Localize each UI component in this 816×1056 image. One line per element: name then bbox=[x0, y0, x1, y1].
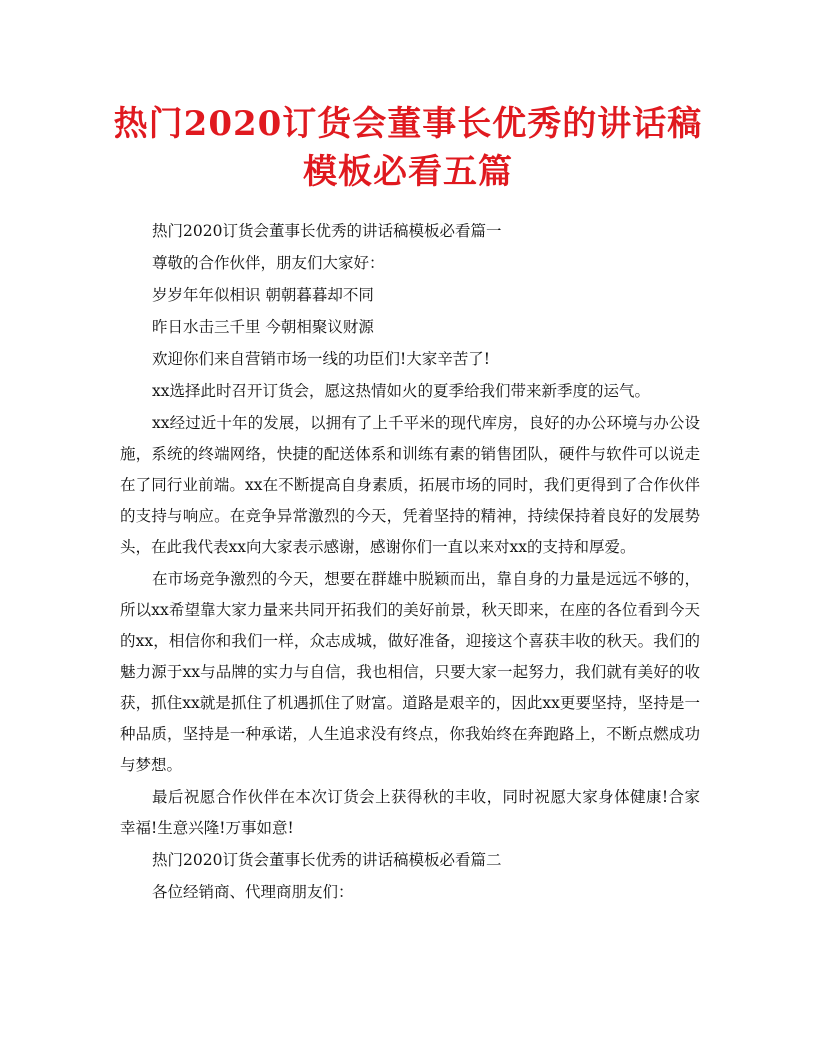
section-heading-1: 热门2020订货会董事长优秀的讲话稿模板必看篇一 bbox=[152, 222, 502, 240]
welcome-paragraph: 欢迎你们来自营销市场一线的功臣们!大家辛苦了! bbox=[152, 350, 490, 368]
closing-paragraph: 最后祝愿合作伙伴在本次订货会上获得秋的丰收，同时祝愿大家身体健康!合家幸福!生意兴隆!万事如意! bbox=[120, 788, 700, 837]
body-paragraph: 在市场竞争激烈的今天，想要在群雄中脱颖而出，靠自身的力量是远远不够的，所以xx希望靠大家力量来共同开拓我们的美好前景，秋天即来，在座的各位看到今天的xx，相信你和我们一样，众志成城，做好准备，迎接这个喜获丰收的秋天。我们的魅力源于xx与品牌的实力与自信，我也相信，只要大家一起努力，我们就有美好的收获，抓住xx就是抓住了机遇抓住了财富。道路是艰辛的，因此xx更要坚持，坚持是一种品质，坚持是一种承诺，人生追求没有终点，你我始终在奔跑路上，不断点燃成功与梦想。 bbox=[120, 570, 700, 774]
section-heading-2: 热门2020订货会董事长优秀的讲话稿模板必看篇二 bbox=[152, 851, 502, 869]
document-body bbox=[120, 216, 700, 909]
verse-line-1: 岁岁年年似相识 朝朝暮暮却不同 bbox=[152, 286, 374, 304]
document-title: 热门2020订货会董事长优秀的讲话稿模板必看五篇 bbox=[113, 104, 703, 192]
body-paragraph: xx选择此时召开订货会，愿这热情如火的夏季给我们带来新季度的运气。 bbox=[152, 382, 650, 400]
greeting: 各位经销商、代理商朋友们： bbox=[152, 883, 354, 901]
verse-line-2: 昨日水击三千里 今朝相聚议财源 bbox=[152, 318, 374, 336]
body-paragraph: xx经过近十年的发展，以拥有了上千平米的现代库房，良好的办公环境与办公设施，系统的终端网络，快捷的配送体系和训练有素的销售团队，硬件与软件可以说走在了同行业前端。xx在不断提高自身素质，拓展市场的同时，我们更得到了合作伙伴的支持与响应。在竞争异常激烈的今天，凭着坚持的精神，持续保持着良好的发展势头，在此我代表xx向大家表示感谢，感谢你们一直以来对xx的支持和厚爱。 bbox=[120, 414, 700, 556]
greeting: 尊敬的合作伙伴，朋友们大家好： bbox=[152, 254, 385, 272]
